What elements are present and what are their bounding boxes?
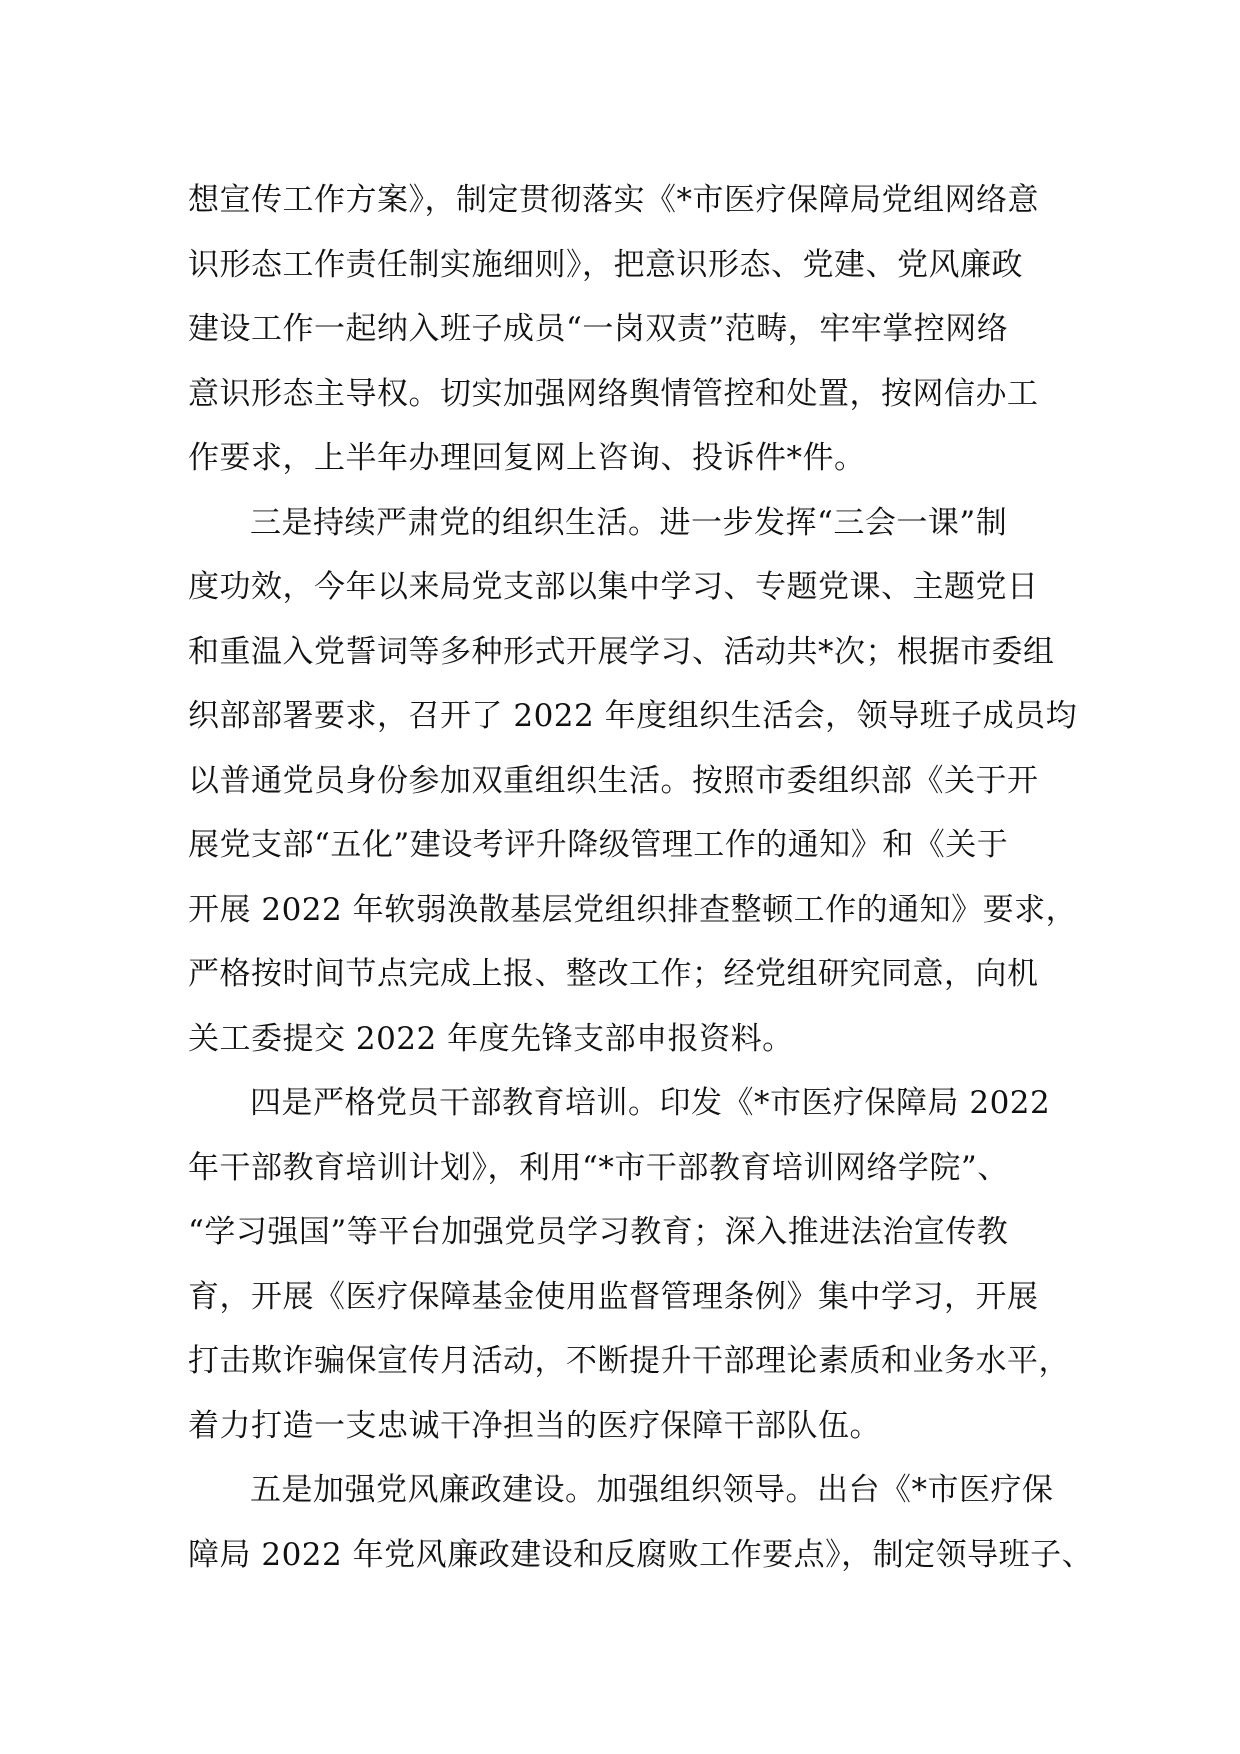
text-line: 年干部教育培训计划》，利用“*市干部教育培训网络学院”、: [188, 1149, 1009, 1186]
text-line: 严格按时间节点完成上报、整改工作；经党组研究同意，向机: [188, 956, 1039, 992]
text-line: “学习强国”等平台加强党员学习教育；深入推进法治宣传教: [188, 1214, 1009, 1250]
text-line: 开展 2022 年软弱涣散基层党组织排查整顿工作的通知》要求，: [188, 891, 1078, 928]
text-line: 障局 2022 年党风廉政建设和反腐败工作要点》，制定领导班子、: [188, 1536, 1094, 1573]
text-line: 和重温入党誓词等多种形式开展学习、活动共*次；根据市委组: [188, 633, 1055, 670]
body-text: [188, 168, 1094, 1587]
text-line: 作要求，上半年办理回复网上咨询、投诉件*件。: [188, 440, 866, 476]
text-line: 织部部署要求，召开了 2022 年度组织生活会，领导班子成员均: [188, 698, 1078, 734]
text-line: 展党支部“五化”建设考评升降级管理工作的通知》和《关于: [188, 827, 1009, 863]
text-line: 打击欺诈骗保宣传月活动，不断提升干部理论素质和业务水平，: [188, 1343, 1070, 1379]
paragraph-start-line: 四是严格党员干部教育培训。印发《*市医疗保障局 2022: [250, 1085, 1051, 1121]
paragraph-start-line: 三是持续严肃党的组织生活。进一步发挥“三会一课”制: [250, 504, 1008, 541]
text-line: 关工委提交 2022 年度先锋支部申报资料。: [188, 1020, 794, 1057]
text-line: 想宣传工作方案》，制定贯彻落实《*市医疗保障局党组网络意: [188, 182, 1039, 218]
text-line: 以普通党员身份参加双重组织生活。按照市委组织部《关于开: [188, 762, 1039, 799]
text-line: 育，开展《医疗保障基金使用监督管理条例》集中学习，开展: [188, 1278, 1039, 1315]
text-line: 度功效，今年以来局党支部以集中学习、专题党课、主题党日: [188, 569, 1039, 605]
text-line: 着力打造一支忠诚干净担当的医疗保障干部队伍。: [188, 1407, 881, 1444]
text-line: 意识形态主导权。切实加强网络舆情管控和处置，按网信办工: [188, 375, 1039, 412]
text-line: 识形态工作责任制实施细则》，把意识形态、党建、党风廉政: [188, 246, 1023, 283]
text-line: 建设工作一起纳入班子成员“一岗双责”范畴，牢牢掌控网络: [188, 311, 1009, 347]
paragraph-start-line: 五是加强党风廉政建设。加强组织领导。出台《*市医疗保: [250, 1472, 1054, 1508]
